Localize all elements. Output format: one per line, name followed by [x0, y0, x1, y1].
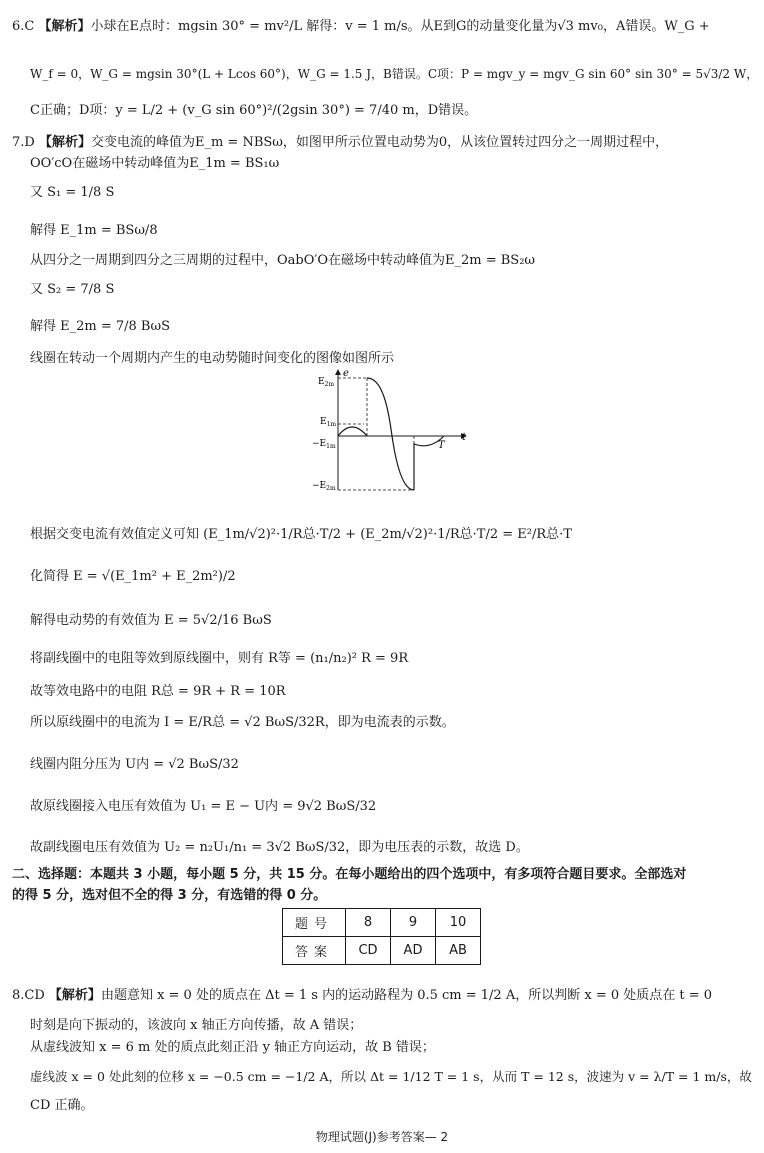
q7-line-9: 根据交变电流有效值定义可知 (E_1m/√2)²·1/R总·T/2 + (E_2m/√2)²·1/R总·T/2 = E²/R总·T [30, 527, 572, 542]
q8-number: 8.CD [12, 988, 45, 1003]
q7-line-13: 故等效电路中的电阻 R总 = 9R + R = 10R [30, 684, 286, 699]
q7-text-1: 交变电流的峰值为E_m = NBSω，如图甲所示位置电动势为0，从该位置转过四分之一周期过程中， [90, 135, 669, 150]
q7-line-10: 化简得 E = √(E_1m² + E_2m²)/2 [30, 569, 236, 584]
q8-text-1: 由题意知 x = 0 处的质点在 Δt = 1 s 内的运动路程为 0.5 cm = 1/2 A，所以判断 x = 0 处质点在 t = 0 [100, 988, 713, 1003]
answer-table [282, 908, 481, 965]
q7-line-6: 又 S₂ = 7/8 S [30, 282, 115, 297]
answer-table-row-answers [283, 937, 481, 965]
graph-label-E1m: $E_{1m}$ [320, 417, 337, 428]
answer-table-row-numbers [283, 909, 481, 937]
graph-label-T: T [438, 440, 445, 451]
q8-line-1 [12, 989, 712, 1002]
answer-table-cell: AB [436, 937, 481, 965]
q7-line-4: 解得 E_1m = BSω/8 [30, 223, 158, 238]
answer-table-header-number: 题号 [283, 909, 346, 937]
answer-table-cell: AD [391, 937, 436, 965]
graph-y-label: e [343, 368, 349, 379]
q6-number: 6.C [12, 19, 35, 34]
q7-line-15: 线圈内阻分压为 U内 = √2 BωS/32 [30, 757, 239, 772]
page-footer: 物理试题(J)参考答案— 2 [315, 1130, 449, 1144]
q7-line-1 [12, 136, 668, 149]
graph-label-negE1m: $-E_{1m}$ [312, 439, 336, 450]
q7-line-2: OO′cO在磁场中转动峰值为E_1m = BS₁ω [30, 156, 280, 171]
section2-heading-line-1: 二、选择题：本题共 3 小题，每小题 5 分，共 15 分。在每小题给出的四个选项中，有多项符合题目要求。全部选对 [12, 867, 687, 882]
q8-line-5: CD 正确。 [30, 1098, 94, 1113]
q7-line-7: 解得 E_2m = 7/8 BωS [30, 319, 170, 334]
graph-curve-small-positive [338, 427, 367, 436]
q7-line-3: 又 S₁ = 1/8 S [30, 185, 115, 200]
answer-table-cell: 10 [436, 909, 481, 937]
q7-line-11: 解得电动势的有效值为 E = 5√2/16 BωS [30, 613, 272, 628]
graph-label-negE2m: $-E_{2m}$ [312, 481, 336, 492]
q6-line-3 [30, 104, 477, 117]
q8-line-4: 虚线波 x = 0 处此刻的位移 x = −0.5 cm = −1/2 A，所以 Δt = 1/12 T = 1 s，从而 T = 12 s，波速为 v = λ/T = 1 m/s，故 [30, 1069, 752, 1084]
q6-line-2 [30, 68, 758, 80]
q7-line-16: 故原线圈接入电压有效值为 U₁ = E − U内 = 9√2 BωS/32 [30, 799, 377, 814]
graph-curve-large-swing [367, 378, 414, 490]
q6-text-1: 小球在E点时：mgsin 30° = mv²/L 解得：v = 1 m/s。从E到G的动量变化量为√3 mv₀，A错误。W_G + [90, 19, 710, 34]
q7-number: 7.D [12, 135, 35, 150]
answer-table-header-answer: 答案 [283, 937, 346, 965]
section2-heading-line-2: 的得 5 分，选对但不全的得 3 分，有选错的得 0 分。 [12, 888, 327, 903]
q7-line-5: 从四分之一周期到四分之三周期的过程中，OabO′O在磁场中转动峰值为E_2m = BS₂ω [30, 253, 536, 268]
q7-line-8: 线圈在转动一个周期内产生的电动势随时间变化的图像如图所示 [30, 351, 395, 366]
answer-table-cell: 8 [346, 909, 391, 937]
q6-text-3: C正确；D项：y = L/2 + (v_G sin 60°)²/(2gsin 30°) = 7/40 m，D错误。 [30, 103, 478, 118]
q8-analysis-tag: 【解析】 [48, 988, 101, 1003]
graph-x-label: t [462, 432, 467, 443]
q7-line-14: 所以原线圈中的电流为 I = E/R总 = √2 BωS/32R，即为电流表的示数。 [30, 715, 455, 730]
q7-analysis-tag: 【解析】 [38, 135, 91, 150]
q6-analysis-tag: 【解析】 [38, 19, 91, 34]
answer-table-cell: 9 [391, 909, 436, 937]
emf-time-graph [300, 366, 480, 496]
graph-label-E2m: $E_{2m}$ [318, 377, 335, 388]
q6-text-2: W_f = 0，W_G = mgsin 30°(L + Lcos 60°)，W_G = 1.5 J，B错误。C项：P = mgv_y = mgv_G sin 60° sin 30° = 5√3/2 W， [30, 67, 759, 81]
q8-line-2: 时刻是向下振动的，该波向 x 轴正方向传播，故 A 错误； [30, 1018, 363, 1033]
q7-line-12: 将副线圈中的电阻等效到原线圈中，则有 R等 = (n₁/n₂)² R = 9R [30, 651, 409, 666]
q8-line-3: 从虚线波知 x = 6 m 处的质点此刻正沿 y 轴正方向运动，故 B 错误； [30, 1040, 435, 1055]
q7-line-17: 故副线圈电压有效值为 U₂ = n₂U₁/n₁ = 3√2 BωS/32，即为电压表的示数，故选 D。 [30, 840, 529, 855]
answer-table-cell: CD [346, 937, 391, 965]
q6-line-1 [12, 20, 710, 33]
